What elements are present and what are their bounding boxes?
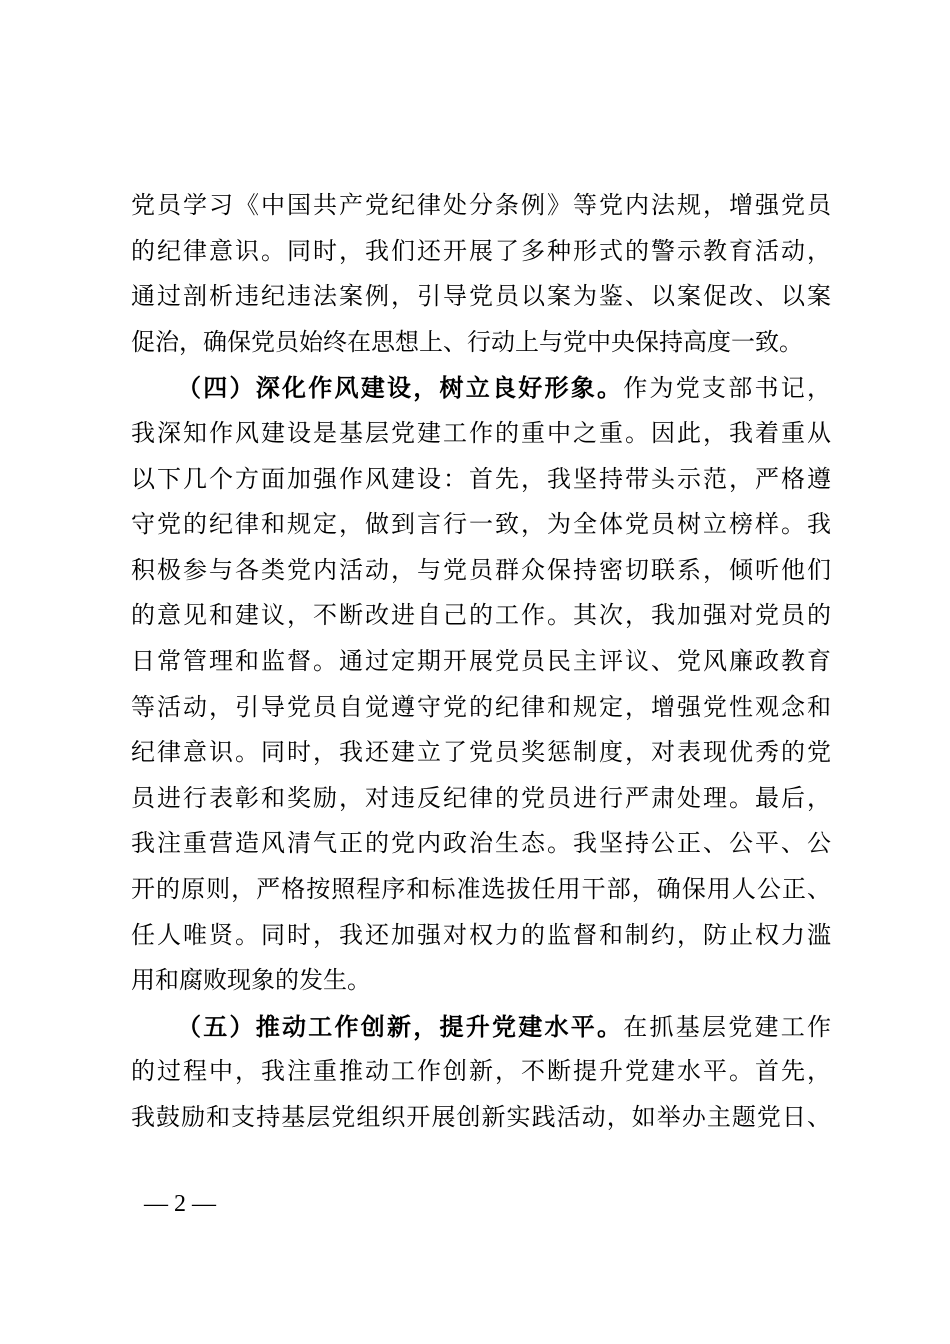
section-heading-5: （五）推动工作创新，提升党建水平。 xyxy=(177,1011,624,1041)
paragraph-line: 的纪律意识。同时，我们还开展了多种形式的警示教育活动， xyxy=(131,236,831,265)
paragraph-line: 的过程中，我注重推动工作创新，不断提升党建水平。首先， xyxy=(131,1057,831,1086)
paragraph-line: 积极参与各类党内活动，与党员群众保持密切联系，倾听他们 xyxy=(131,555,831,584)
paragraph-line: 用和腐败现象的发生。 xyxy=(131,966,371,995)
section-first-line-text: 作为党支部书记， xyxy=(623,374,831,403)
document-body xyxy=(131,183,831,1140)
paragraph-line: 任人唯贤。同时，我还加强对权力的监督和制约，防止权力滥 xyxy=(131,920,831,949)
paragraph-line: 日常管理和监督。通过定期开展党员民主评议、党风廉政教育 xyxy=(131,646,831,675)
paragraph-line: 促治，确保党员始终在思想上、行动上与党中央保持高度一致。 xyxy=(131,327,803,356)
section-first-line-text: 在抓基层党建工作 xyxy=(623,1012,831,1041)
paragraph-line: 开的原则，严格按照程序和标准选拔任用干部，确保用人公正、 xyxy=(131,874,831,903)
paragraph-line: 员进行表彰和奖励，对违反纪律的党员进行严肃处理。最后， xyxy=(131,783,831,812)
paragraph-line: 的意见和建议，不断改进自己的工作。其次，我加强对党员的 xyxy=(131,601,831,630)
page-number: — 2 — xyxy=(144,1191,216,1217)
paragraph-line: 守党的纪律和规定，做到言行一致，为全体党员树立榜样。我 xyxy=(131,510,831,539)
paragraph-line: 纪律意识。同时，我还建立了党员奖惩制度，对表现优秀的党 xyxy=(131,738,831,767)
paragraph-line: 以下几个方面加强作风建设：首先，我坚持带头示范，严格遵 xyxy=(131,464,831,493)
section-first-line xyxy=(131,1004,831,1050)
paragraph-line: 等活动，引导党员自觉遵守党的纪律和规定，增强党性观念和 xyxy=(131,692,831,721)
paragraph-line: 我深知作风建设是基层党建工作的重中之重。因此，我着重从 xyxy=(131,418,831,447)
paragraph-line: 我注重营造风清气正的党内政治生态。我坚持公正、公平、公 xyxy=(131,829,831,858)
section-heading-4: （四）深化作风建设，树立良好形象。 xyxy=(177,373,624,403)
paragraph-line: 党员学习《中国共产党纪律处分条例》等党内法规，增强党员 xyxy=(131,191,831,219)
paragraph-line: 通过剖析违纪违法案例，引导党员以案为鉴、以案促改、以案 xyxy=(131,282,831,311)
paragraph-line: 我鼓励和支持基层党组织开展创新实践活动，如举办主题党日、 xyxy=(131,1102,831,1131)
section-first-line xyxy=(131,365,831,411)
